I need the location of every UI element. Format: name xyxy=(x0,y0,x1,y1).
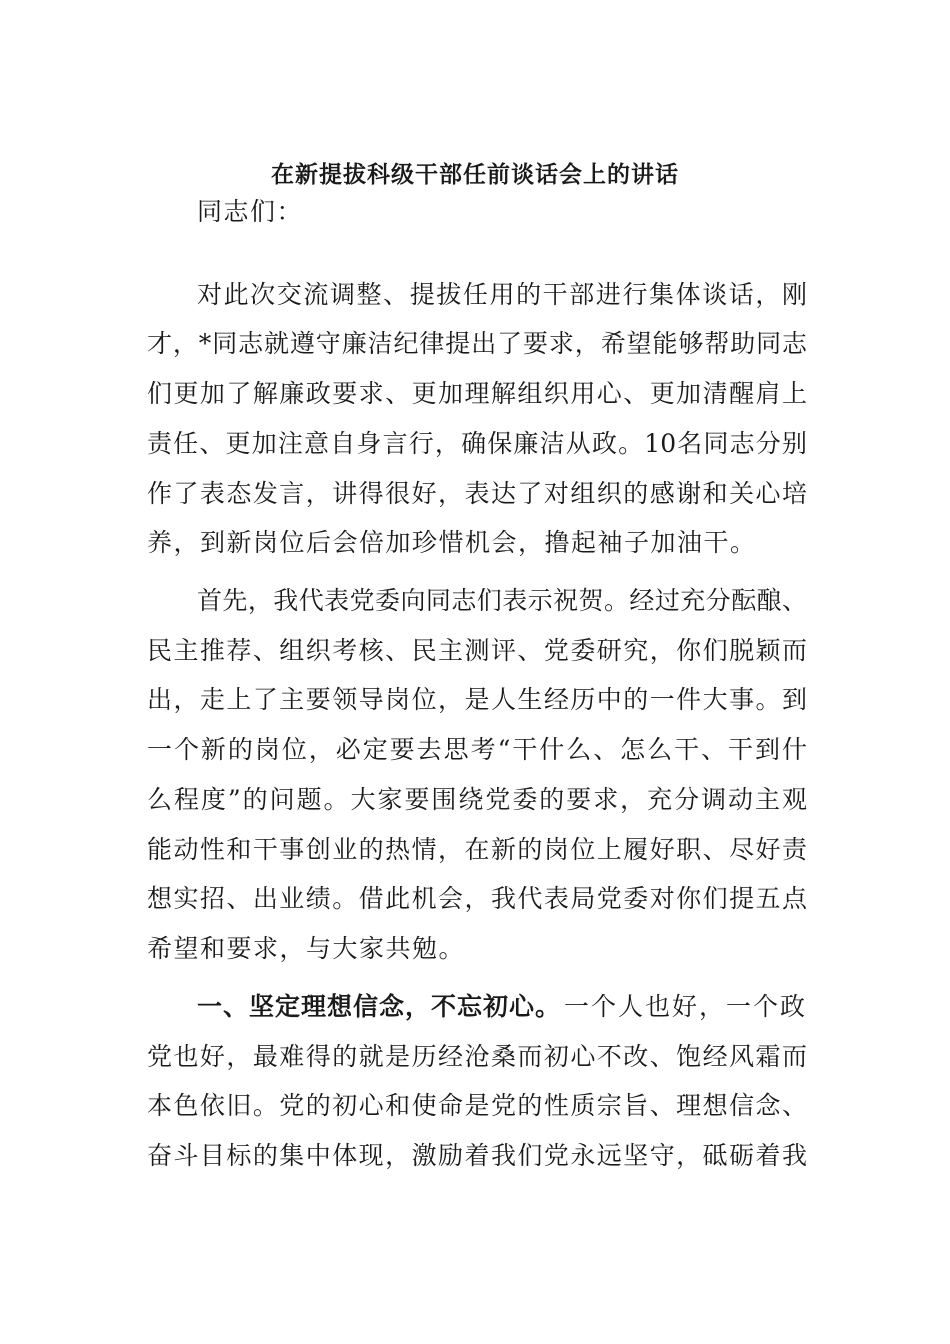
paragraph-line: 党也好，最难得的就是历经沧桑而初心不改、饱经风霜而 xyxy=(147,1042,807,1071)
salutation: 同志们： xyxy=(197,197,304,226)
paragraph-line: 本色依旧。党的初心和使命是党的性质宗旨、理想信念、 xyxy=(147,1091,807,1120)
paragraph-line: 们更加了解廉政要求、更加理解组织用心、更加清醒肩上 xyxy=(147,379,807,408)
paragraph-line: 首先，我代表党委向同志们表示祝贺。经过充分酝酿、 xyxy=(197,586,807,615)
paragraph-line: 想实招、出业绩。借此机会，我代表局党委对你们提五点 xyxy=(147,884,807,913)
document-title: 在新提拔科级干部任前谈话会上的讲话 xyxy=(271,161,679,188)
section-heading: 一、坚定理想信念，不忘初心。 xyxy=(197,992,562,1021)
paragraph-line: 才，*同志就遵守廉洁纪律提出了要求，希望能够帮助同志 xyxy=(147,329,807,358)
paragraph-line: 对此次交流调整、提拔任用的干部进行集体谈话，刚 xyxy=(197,280,807,309)
paragraph-line: 么程度”的问题。大家要围绕党委的要求，充分调动主观 xyxy=(147,785,807,814)
paragraph-line: 民主推荐、组织考核、民主测评、党委研究，你们脱颖而 xyxy=(147,636,807,665)
paragraph-line: 希望和要求，与大家共勉。 xyxy=(147,934,466,963)
paragraph-line-tail: 一个人也好，一个政 xyxy=(563,992,807,1021)
paragraph-line: 奋斗目标的集中体现，激励着我们党永远坚守，砥砺着我 xyxy=(147,1141,807,1170)
paragraph-line: 养，到新岗位后会倍加珍惜机会，撸起袖子加油干。 xyxy=(147,528,757,557)
paragraph-line: 一个新的岗位，必定要去思考“干什么、怎么干、干到什 xyxy=(147,735,807,764)
paragraph-line: 出，走上了主要领导岗位，是人生经历中的一件大事。到 xyxy=(147,685,807,714)
paragraph-line: 责任、更加注意自身言行，确保廉洁从政。10名同志分别 xyxy=(147,429,807,458)
paragraph-line: 能动性和干事创业的热情，在新的岗位上履好职、尽好责 xyxy=(147,835,807,864)
paragraph-line: 作了表态发言，讲得很好，表达了对组织的感谢和关心培 xyxy=(147,479,807,508)
paragraph-first-line xyxy=(197,989,807,1025)
